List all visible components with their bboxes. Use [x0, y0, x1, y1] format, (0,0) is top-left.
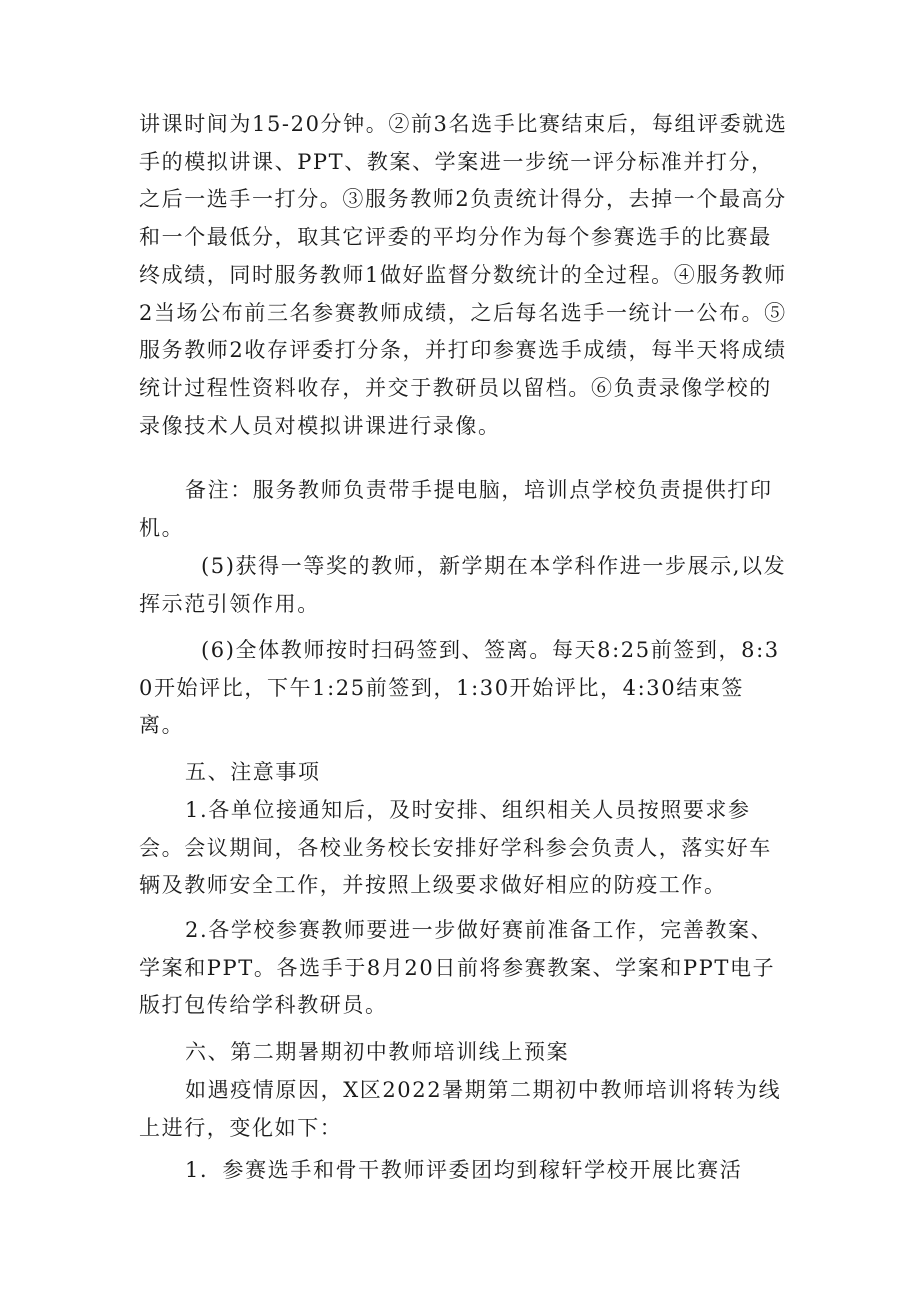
paragraph-online-item-1: 1．参赛选手和骨干教师评委团均到稼轩学校开展比赛活	[185, 1158, 743, 1182]
section-heading-online-plan: 六、第二期暑期初中教师培训线上预案	[185, 1040, 570, 1064]
paragraph-item-6: (6)全体教师按时扫码签到、签离。每天8:25前签到，8:30开始评比，下午1:25前签到，1:30开始评比，4:30结束签离。	[139, 638, 780, 738]
paragraph-online-intro: 如遇疫情原因，X区2022暑期第二期初中教师培训将转为线上进行，变化如下：	[139, 1078, 782, 1140]
paragraph-note-1: 1.各单位接通知后，及时安排、组织相关人员按照要求参会。会议期间，各校业务校长安排好学科参会负责人，落实好车辆及教师安全工作，并按照上级要求做好相应的防疫工作。	[139, 798, 772, 898]
section-heading-notes: 五、注意事项	[185, 760, 321, 784]
paragraph-item-5: (5)获得一等奖的教师，新学期在本学科作进一步展示,以发挥示范引领作用。	[139, 554, 787, 616]
paragraph-scoring-procedure: 讲课时间为15-20分钟。②前3名选手比赛结束后，每组评委就选手的模拟讲课、PPT、教案、学案进一步统一评分标准并打分，之后一选手一打分。③服务教师2负责统计得分，去掉一个最高分和一个最低分，取其它评委的平均分作为每个参赛选手的比赛最终成绩，同时服务教师1做好监督分数统计的全过程。④服务教师2当场公布前三名参赛教师成绩，之后每名选手一统计一公布。⑤服务教师2收存评委打分条，并打印参赛选手成绩，每半天将成绩统计过程性资料收存，并交于教研员以留档。⑥负责录像学校的录像技术人员对模拟讲课进行录像。	[139, 112, 788, 438]
paragraph-remark: 备注：服务教师负责带手提电脑，培训点学校负责提供打印机。	[139, 478, 773, 540]
paragraph-note-2: 2.各学校参赛教师要进一步做好赛前准备工作，完善教案、学案和PPT。各选手于8月20日前将参赛教案、学案和PPT电子版打包传给学科教研员。	[139, 918, 776, 1018]
